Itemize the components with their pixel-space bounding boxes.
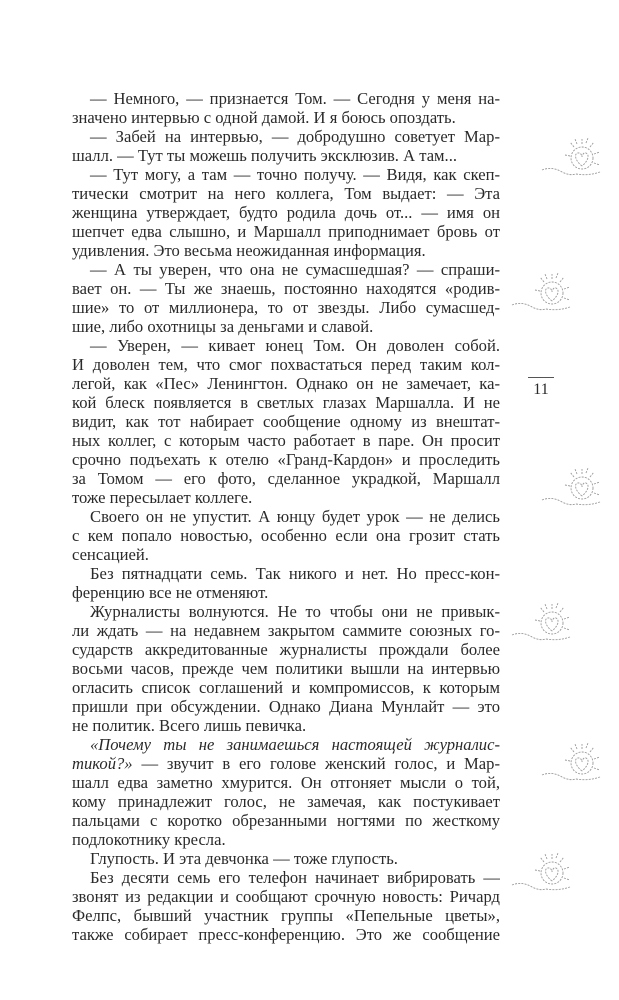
text-span: — Уверен, — кивает юнец Том. Он доволен собой. xyxy=(90,336,500,355)
text-line xyxy=(72,621,500,640)
text-line xyxy=(72,678,500,697)
text-line xyxy=(72,583,500,602)
text-line xyxy=(72,412,500,431)
sun-doodle-icon xyxy=(510,845,580,905)
text-line xyxy=(72,393,500,412)
text-span: шие, либо охотницы за деньгами и славой. xyxy=(72,317,374,336)
text-line xyxy=(72,906,500,925)
text-span: Фелпс, бывший участник группы «Пепельные цветы», xyxy=(72,906,500,925)
text-line xyxy=(72,545,500,564)
sun-doodle-icon xyxy=(540,735,610,795)
text-span: за Томом — его фото, сделанное украдкой, Маршалл xyxy=(72,469,500,488)
text-span: значено интервью с одной дамой. И я боюсь опоздать. xyxy=(72,108,456,127)
text-line xyxy=(72,89,500,108)
text-line xyxy=(72,222,500,241)
text-line xyxy=(72,336,500,355)
text-line xyxy=(72,165,500,184)
text-span: сударств аккредитованные журналисты прождали более xyxy=(72,640,500,659)
text-line xyxy=(72,526,500,545)
text-span: видит, как тот набирает сообщение одному из внештат- xyxy=(72,412,500,431)
text-span: тически смотрит на него коллега, Том выдает: — Эта xyxy=(72,184,500,203)
text-line xyxy=(72,697,500,716)
text-span: не политик. Всего лишь певичка. xyxy=(72,716,307,735)
sun-doodle-icon xyxy=(540,460,610,520)
text-line xyxy=(72,298,500,317)
text-line xyxy=(72,925,500,944)
text-line xyxy=(72,488,500,507)
text-line xyxy=(72,260,500,279)
text-span: — звучит в его голове женский голос, и Мар- xyxy=(132,754,500,773)
text-span: тоже пересылает коллеге. xyxy=(72,488,253,507)
text-line xyxy=(72,241,500,260)
sun-doodle-icon xyxy=(510,265,580,325)
italic-text: тикой?» xyxy=(72,754,133,773)
text-line xyxy=(72,203,500,222)
text-line xyxy=(72,355,500,374)
sun-doodle-icon xyxy=(540,130,610,190)
text-span: шалл едва заметно хмурится. Он отгоняет мысли о той, xyxy=(72,773,500,792)
text-line xyxy=(72,184,500,203)
text-span: Своего он не упустит. А юнцу будет урок — не делись xyxy=(90,507,500,526)
page-number: 11 xyxy=(528,377,554,399)
text-span: шие» то от миллионера, то от звезды. Либо сумасшед- xyxy=(72,298,500,317)
text-span: кому принадлежит голос, не замечая, как постукивает xyxy=(72,792,500,811)
text-span: — А ты уверен, что она не сумасшедшая? — спраши- xyxy=(90,260,500,279)
text-line xyxy=(72,431,500,450)
text-span: И доволен тем, что смог похвастаться перед таким кол- xyxy=(72,355,500,374)
text-line xyxy=(72,830,500,849)
text-line xyxy=(72,507,500,526)
text-span: восьми часов, прежде чем политики вышли на интервью xyxy=(72,659,500,678)
text-span: ли ждать — на недавнем закрытом саммите союзных го- xyxy=(72,621,500,640)
text-span: — Немного, — признается Том. — Сегодня у меня на- xyxy=(90,89,500,108)
text-line xyxy=(72,849,500,868)
text-span: женщина утверждает, будто родила дочь от... — имя он xyxy=(72,203,500,222)
book-text xyxy=(72,89,500,944)
text-span: ных коллег, с которым часто работает в паре. Он просит xyxy=(72,431,500,450)
text-span: Глупость. И эта девчонка — тоже глупость. xyxy=(90,849,398,868)
text-span: пальцами с коротко обрезанными ногтями по жесткому xyxy=(72,811,500,830)
text-line xyxy=(72,374,500,393)
text-span: также собирает пресс-конференцию. Это же сообщение xyxy=(72,925,500,944)
text-line xyxy=(72,887,500,906)
text-span: звонят из редакции и сообщают срочную новость: Ричард xyxy=(72,887,500,906)
text-line xyxy=(72,659,500,678)
text-line xyxy=(72,792,500,811)
text-span: подлокотнику кресла. xyxy=(72,830,226,849)
text-line xyxy=(72,127,500,146)
text-span: огласить список соглашений и компромиссов, к которым xyxy=(72,678,500,697)
text-span: — Тут могу, а там — точно получу. — Видя, как скеп- xyxy=(90,165,500,184)
text-line xyxy=(72,602,500,621)
text-span: срочно подъехать к отелю «Гранд-Кардон» и проследить xyxy=(72,450,500,469)
text-line xyxy=(72,146,500,165)
text-span: Без пятнадцати семь. Так никого и нет. Но пресс-кон- xyxy=(90,564,500,583)
text-span: с кем попало новостью, особенно если она грозит стать xyxy=(72,526,500,545)
text-line xyxy=(72,317,500,336)
text-line xyxy=(72,279,500,298)
text-span: сенсацией. xyxy=(72,545,149,564)
text-span: ференцию все не отменяют. xyxy=(72,583,269,602)
text-span: вает он. — Ты же знаешь, постоянно находятся «родив- xyxy=(72,279,500,298)
text-span: шалл. — Тут ты можешь получить эксклюзив. А там... xyxy=(72,146,458,165)
text-span: кой блеск появляется в светлых глазах Маршалла. И не xyxy=(72,393,500,412)
text-line xyxy=(72,773,500,792)
text-line xyxy=(72,716,500,735)
italic-text: «Почему ты не занимаешься настоящей журналис- xyxy=(90,735,500,754)
text-span: Без десяти семь его телефон начинает вибрировать — xyxy=(90,868,500,887)
text-span: легой, как «Пес» Ленингтон. Однако он не замечает, ка- xyxy=(72,374,500,393)
text-line xyxy=(72,811,500,830)
text-line xyxy=(72,564,500,583)
text-line xyxy=(72,868,500,887)
text-line xyxy=(72,469,500,488)
sun-doodle-icon xyxy=(510,595,580,655)
text-span: — Забей на интервью, — добродушно советует Мар- xyxy=(90,127,500,146)
text-span: удивления. Это весьма неожиданная информация. xyxy=(72,241,426,260)
text-span: Журналисты волнуются. Не то чтобы они не привык- xyxy=(90,602,500,621)
text-line xyxy=(72,108,500,127)
text-line xyxy=(72,640,500,659)
text-line xyxy=(72,450,500,469)
text-line xyxy=(72,735,500,754)
text-span: пришли при обсуждении. Однако Диана Мунлайт — это xyxy=(72,697,500,716)
text-line xyxy=(72,754,500,773)
text-span: шепчет едва слышно, и Маршалл приподнимает бровь от xyxy=(72,222,500,241)
